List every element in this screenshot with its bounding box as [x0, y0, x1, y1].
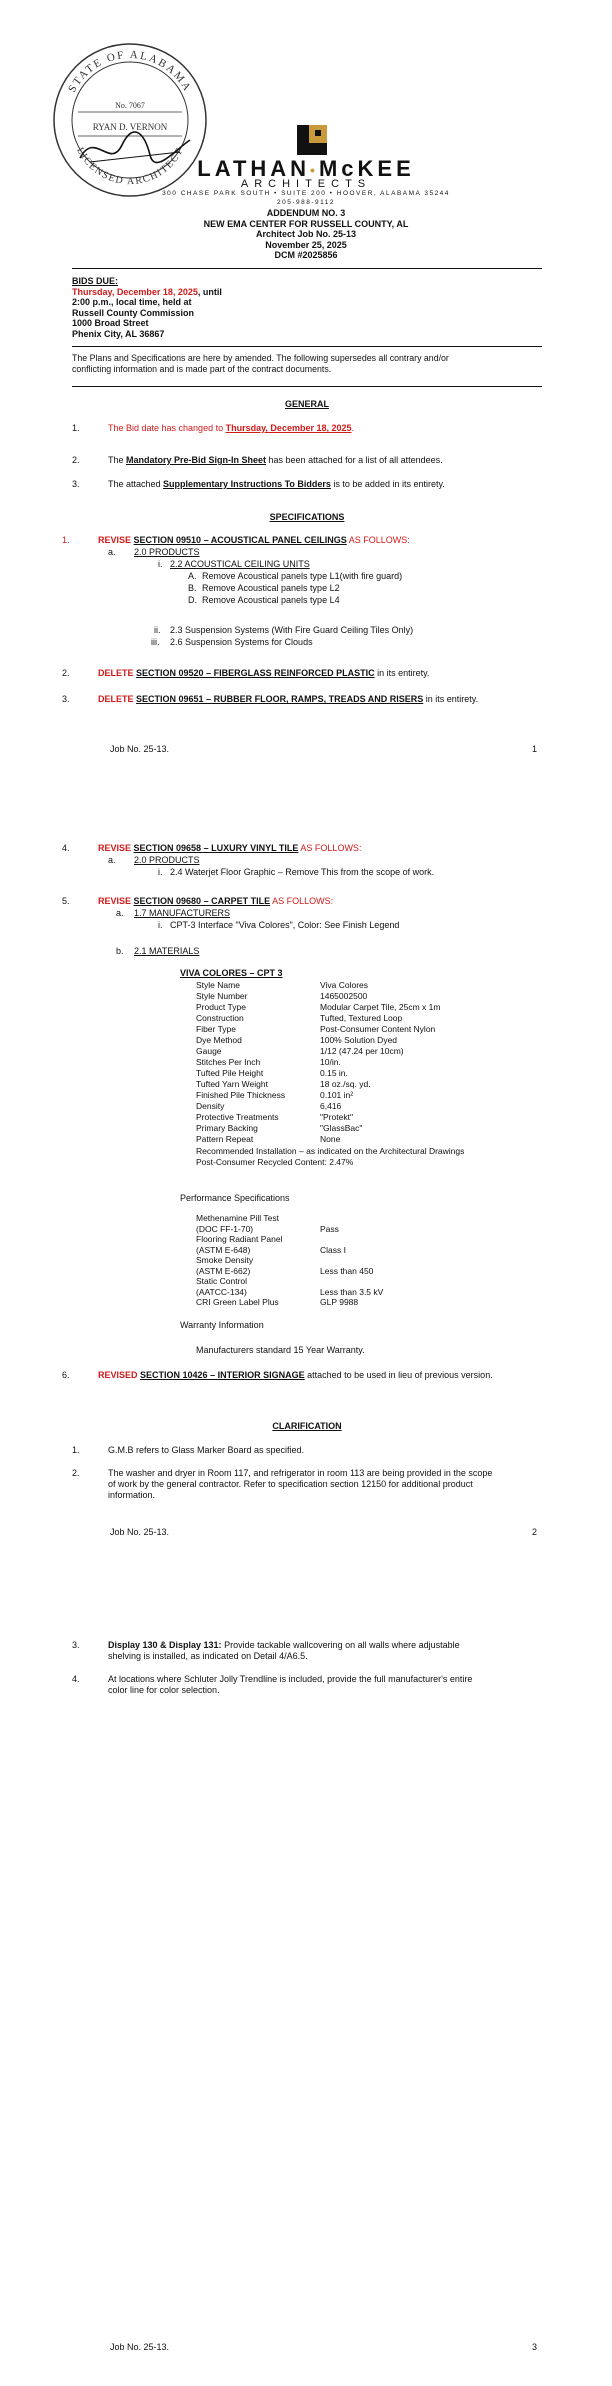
performance-table: [196, 1213, 383, 1308]
spec-value: "GlassBac": [320, 1123, 363, 1133]
perf-value: [320, 1234, 383, 1245]
perf-row: [196, 1287, 383, 1298]
footer-job-3: Job No. 25-13.: [110, 2342, 170, 2352]
seal-name: RYAN D. VERNON: [92, 122, 168, 132]
perf-label: (ASTM E-648): [196, 1244, 251, 1255]
perf-row: [196, 1234, 383, 1245]
perf-value: [320, 1255, 383, 1266]
spec-label: Finished Pile Thickness: [196, 1090, 286, 1100]
spec-value: None: [320, 1134, 341, 1144]
spec-label: Product Type: [196, 1002, 246, 1012]
svg-text:LICENSED ARCHITECT: [74, 146, 186, 187]
spec-row: [196, 1002, 440, 1013]
spec-value: "Protekt": [320, 1112, 353, 1122]
clar-item-3: 3. Display 130 & Display 131: Provide tackable wallcovering on all walls where adjustable shelving is installed, as indicated on Detail 4/A6.5.: [72, 1640, 460, 1661]
spec-label: Pattern Repeat: [196, 1134, 254, 1144]
clar-item-1: 1. G.M.B refers to Glass Marker Board as specified.: [72, 1445, 305, 1455]
spec-row: [196, 1123, 440, 1134]
spec-value: Modular Carpet Tile, 25cm x 1m: [320, 1002, 441, 1012]
spec-value: 10/in.: [320, 1057, 341, 1067]
specifications-title: SPECIFICATIONS: [269, 512, 345, 522]
perf-row: [196, 1245, 383, 1256]
footer-page-1: 1: [532, 744, 538, 754]
carpet-product-title: VIVA COLORES – CPT 3: [180, 968, 283, 978]
spec-value: 18 oz./sq. yd.: [320, 1079, 371, 1089]
spec-label: Gauge: [196, 1046, 222, 1056]
spec-label: Construction: [196, 1013, 244, 1023]
clarification-title: CLARIFICATION: [272, 1421, 342, 1431]
perf-value: GLP 9988: [320, 1297, 359, 1307]
intro-text: The Plans and Specifications are here by amended. The following supersedes all contrary and/or conflicting information and is made part of the contract documents.: [72, 353, 449, 374]
perf-row: [196, 1255, 383, 1266]
spec-item-2: 2. DELETE SECTION 09520 – FIBERGLASS REINFORCED PLASTIC in its entirety.: [62, 668, 430, 678]
firm-sub: ARCHITECTS: [240, 178, 372, 190]
seal-number: No. 7067: [115, 101, 145, 110]
spec-value: 0.101 in²: [320, 1090, 354, 1100]
spec-row: [196, 980, 440, 991]
spec-value: 6,416: [320, 1101, 342, 1111]
spec-value: 0.15 in.: [320, 1068, 348, 1078]
spec-value: 100% Solution Dyed: [320, 1035, 398, 1045]
spec-row: [196, 1079, 440, 1090]
perf-label: Static Control: [196, 1276, 248, 1286]
perf-value: Pass: [320, 1223, 339, 1234]
spec-value: 1/12 (47.24 per 10cm): [320, 1046, 404, 1056]
spec-row: [196, 1046, 440, 1057]
spec-item-4: 4. REVISE SECTION 09658 – LUXURY VINYL TILE AS FOLLOWS:: [62, 843, 362, 853]
seal-licensed: LICENSED ARCHITECT: [74, 145, 186, 188]
spec-row: [196, 1035, 440, 1046]
firm-name: LATHAN•McKEE: [197, 156, 415, 181]
perf-label: CRI Green Label Plus: [196, 1297, 279, 1307]
perf-value: Less than 450: [320, 1265, 374, 1276]
spec-item-1: 1. REVISE SECTION 09510 – ACOUSTICAL PANEL CEILINGS AS FOLLOWS:: [62, 535, 410, 545]
spec-row: [196, 1112, 440, 1123]
firm-address: 300 CHASE PARK SOUTH • SUITE 200 • HOOVER, ALABAMA 35244: [162, 190, 450, 197]
spec-row: [196, 1013, 440, 1024]
footer-job-1: Job No. 25-13.: [110, 744, 170, 754]
bids-due: BIDS DUE: Thursday, December 18, 2025, until 2:00 p.m., local time, held at Russell County Commission 1000 Broad Street Phenix City, AL 36867: [72, 276, 222, 339]
addendum-header: ADDENDUM NO. 3 NEW EMA CENTER FOR RUSSELL COUNTY, AL Architect Job No. 25-13 November 25, 2025 DCM #2025856: [203, 208, 409, 260]
spec-row: [196, 1134, 440, 1145]
spec-value: 1465002500: [320, 991, 368, 1001]
spec-label: Dye Method: [196, 1035, 242, 1045]
firm-phone: 205-988-9112: [277, 199, 335, 206]
spec-label: Tufted Yarn Weight: [196, 1079, 268, 1089]
carpet-spec-table: [196, 980, 440, 1145]
footer-page-2: 2: [532, 1527, 538, 1537]
perf-value: [320, 1213, 383, 1224]
firm-logo-icon: [297, 125, 327, 155]
footer-page-3: 3: [532, 2342, 538, 2352]
spec-label: Stitches Per Inch: [196, 1057, 261, 1067]
spec-row: [196, 991, 440, 1002]
spec-item-3: 3. DELETE SECTION 09651 – RUBBER FLOOR, RAMPS, TREADS AND RISERS in its entirety.: [62, 694, 479, 704]
footer-job-2: Job No. 25-13.: [110, 1527, 170, 1537]
spec-value: Viva Colores: [320, 980, 369, 990]
perf-row: [196, 1297, 383, 1308]
spec-label: Density: [196, 1101, 225, 1111]
perf-label: (AATCC-134): [196, 1286, 247, 1297]
svg-text:STATE OF ALABAMA: [66, 49, 194, 95]
general-title: GENERAL: [284, 399, 329, 409]
warranty-title: Warranty Information: [180, 1320, 264, 1330]
spec-label: Style Name: [196, 980, 240, 990]
perf-value: Less than 3.5 kV: [320, 1286, 384, 1297]
perf-row: [196, 1224, 383, 1235]
perf-value: Class I: [320, 1244, 346, 1255]
perf-row: [196, 1213, 383, 1224]
perf-value: [320, 1276, 383, 1287]
general-item-1: 1. The Bid date has changed to Thursday, December 18, 2025.: [72, 423, 355, 433]
spec-label: Primary Backing: [196, 1123, 258, 1133]
perf-row: [196, 1266, 383, 1277]
spec-label: Fiber Type: [196, 1024, 237, 1034]
performance-title: Performance Specifications: [180, 1193, 290, 1203]
perf-label: Methenamine Pill Test: [196, 1213, 279, 1223]
spec-item-5: 5. REVISE SECTION 09680 – CARPET TILE AS FOLLOWS:: [62, 896, 334, 906]
spec-label: Style Number: [196, 991, 248, 1001]
seal-state: STATE OF ALABAMA: [66, 48, 194, 95]
spec-label: Tufted Pile Height: [196, 1068, 264, 1078]
spec-row: [196, 1024, 440, 1035]
perf-label: (DOC FF-1-70): [196, 1223, 254, 1234]
clar-item-4: 4. At locations where Schluter Jolly Trendline is included, provide the full manufacturer's entire color line for color selection.: [72, 1674, 473, 1695]
warranty-text: Manufacturers standard 15 Year Warranty.: [196, 1345, 365, 1355]
clar-item-2: 2. The washer and dryer in Room 117, and refrigerator in room 113 are being provided in the scope of work by the general contractor. Refer to specification section 12150 for additional product information.: [72, 1468, 493, 1500]
spec-value: Tufted, Textured Loop: [320, 1013, 403, 1023]
perf-row: [196, 1276, 383, 1287]
perf-label: Smoke Density: [196, 1255, 254, 1265]
general-item-2: 2. The Mandatory Pre-Bid Sign-In Sheet has been attached for a list of all attendees.: [72, 455, 443, 465]
spec-item-6: 6. REVISED SECTION 10426 – INTERIOR SIGNAGE attached to be used in lieu of previous version.: [62, 1370, 493, 1380]
spec-label: Protective Treatments: [196, 1112, 279, 1122]
spec-row: [196, 1090, 440, 1101]
spec-row: [196, 1101, 440, 1112]
perf-label: Flooring Radiant Panel: [196, 1234, 283, 1244]
spec-row: [196, 1057, 440, 1068]
general-item-3: 3. The attached Supplementary Instructions To Bidders is to be added in its entirety.: [72, 479, 445, 489]
perf-label: (ASTM E-662): [196, 1265, 251, 1276]
spec-value: Post-Consumer Content Nylon: [320, 1024, 436, 1034]
spec-row: [196, 1068, 440, 1079]
